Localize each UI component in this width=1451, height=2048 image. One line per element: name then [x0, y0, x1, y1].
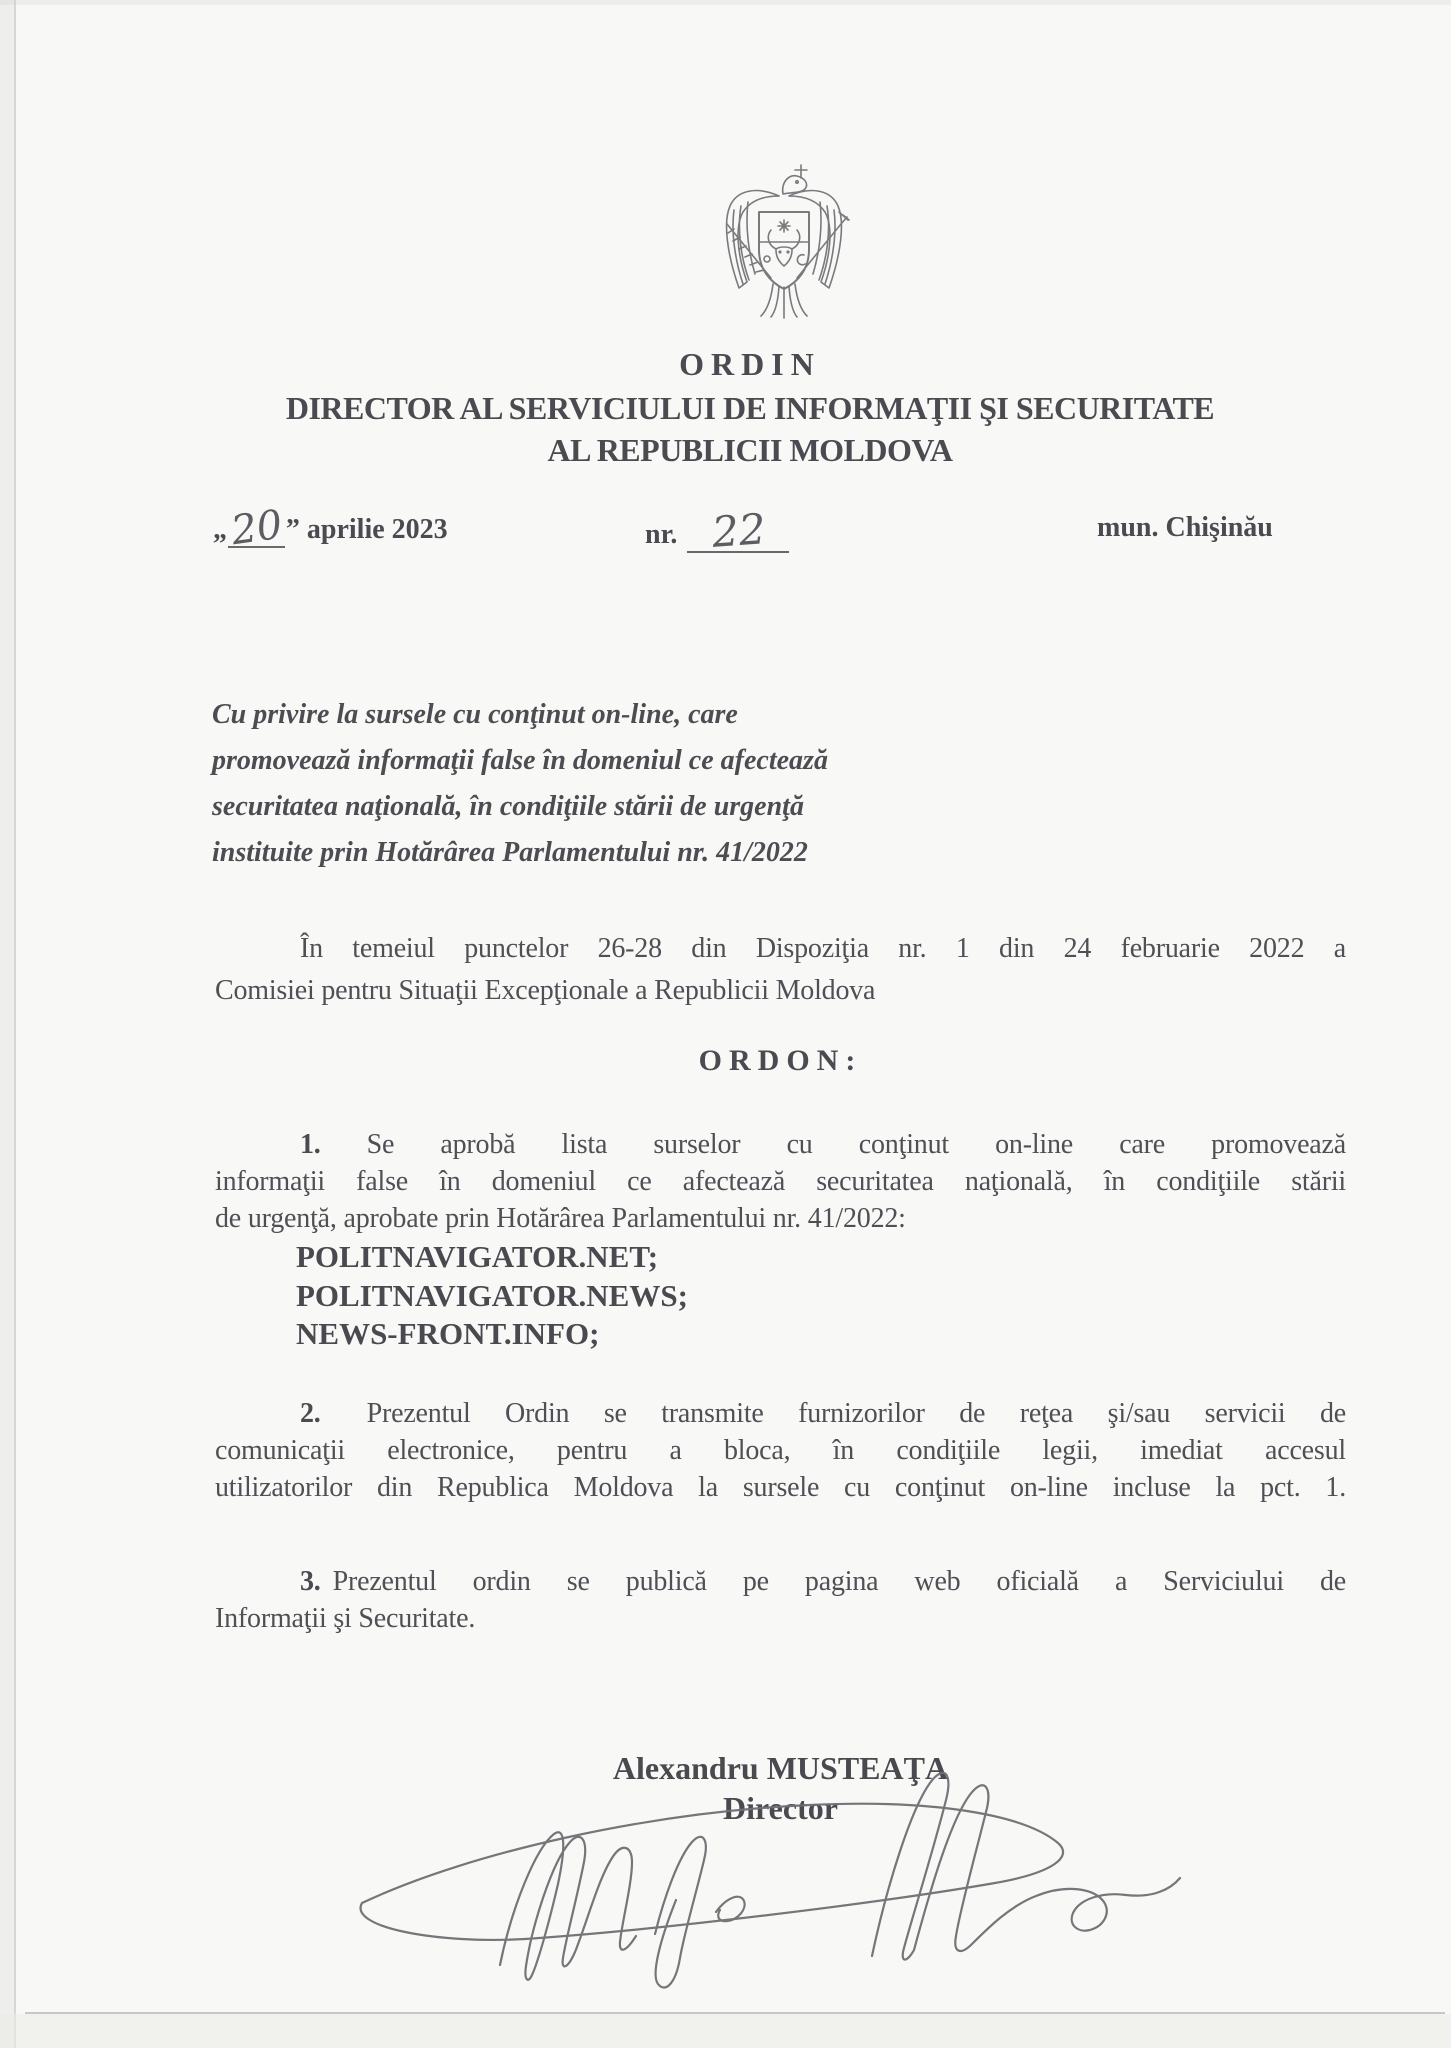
issuer-line-2: AL REPUBLICII MOLDOVA [547, 432, 953, 468]
issuer-line-1: DIRECTOR AL SERVICIULUI DE INFORMAŢII ŞI SECURITATE [285, 390, 1215, 426]
point-number: 1. [300, 1129, 321, 1160]
order-heading: ORDON: [698, 1044, 863, 1077]
source-item: POLITNAVIGATOR.NEWS; [296, 1277, 688, 1313]
source-item: NEWS-FRONT.INFO; [296, 1316, 600, 1351]
point-3-line-1: Prezentul ordin se publică pe pagina web oficială a Serviciului de [332, 1566, 1346, 1597]
body-line: utilizatorilor din Republica Moldova la sursele cu conţinut on-line incluse la pct. 1. [215, 1472, 1346, 1503]
preamble-line-1: În temeiul punctelor 26-28 din Dispoziţia nr. 1 din 24 februarie 2022 a [300, 933, 1346, 964]
order-title: ORDIN [679, 346, 821, 382]
date-field [213, 501, 448, 555]
body-line: comunicaţii electronice, pentru a bloca, în condiţiile legii, imediat accesul [215, 1435, 1346, 1466]
source-item: POLITNAVIGATOR.NET; [296, 1239, 659, 1274]
body-line [215, 1126, 1346, 1163]
body-line [215, 1563, 1346, 1600]
moldova-coat-of-arms-icon [717, 162, 851, 319]
scan-top-edge [0, 0, 1451, 5]
subject-line: securitatea naţională, în condiţiile stării de urgenţă [212, 791, 804, 822]
body-line [215, 1395, 1346, 1432]
scan-left-edge-line [14, 0, 16, 2048]
handwritten-number: 22 [710, 504, 767, 557]
preamble-paragraph [215, 928, 1346, 1012]
point-2-line-1: Prezentul Ordin se transmite furnizorilor de reţea şi/sau servicii de [366, 1398, 1346, 1429]
date-rest: ” aprilie 2023 [285, 514, 448, 545]
handwritten-signature-icon [200, 1745, 1300, 2025]
subject-line: promovează informaţii false în domeniul ce afectează [212, 745, 828, 776]
subject-block [212, 692, 972, 876]
body-line: Informaţii şi Securitate. [215, 1603, 476, 1634]
order-number-field [645, 504, 789, 557]
scan-bottom-area [0, 2014, 1451, 2048]
scan-left-shade [0, 0, 14, 2048]
signatory-name: Alexandru MUSTEAŢA [612, 1750, 949, 1786]
point-number: 2. [300, 1398, 321, 1429]
body-line: Comisiei pentru Situaţii Excepţionale a Republicii Moldova [215, 975, 876, 1006]
place-label: mun. Chişinău [1097, 512, 1273, 543]
number-label: nr. [645, 519, 678, 550]
point-3-paragraph [215, 1563, 1346, 1637]
handwritten-number-underline [687, 504, 789, 557]
subject-line: instituite prin Hotărârea Parlamentului nr. 41/2022 [212, 837, 808, 868]
blocked-sources-list [296, 1238, 688, 1354]
handwritten-day: 20 [228, 501, 286, 555]
point-2-paragraph [215, 1395, 1346, 1506]
body-line: informaţii false în domeniul ce afectează securitatea naţională, în condiţiile stării [215, 1166, 1346, 1197]
handwritten-day-underline [228, 501, 286, 555]
subject-line: Cu privire la sursele cu conţinut on-line, care [212, 699, 738, 730]
signatory-role: Director [723, 1790, 838, 1826]
point-1-line-1: Se aprobă lista surselor cu conţinut on-line care promovează [366, 1129, 1346, 1160]
open-quote: „ [213, 514, 227, 545]
body-line [215, 928, 1346, 970]
body-line: de urgenţă, aprobate prin Hotărârea Parlamentului nr. 41/2022: [215, 1203, 906, 1234]
point-number: 3. [300, 1566, 321, 1597]
point-1-paragraph [215, 1126, 1346, 1237]
